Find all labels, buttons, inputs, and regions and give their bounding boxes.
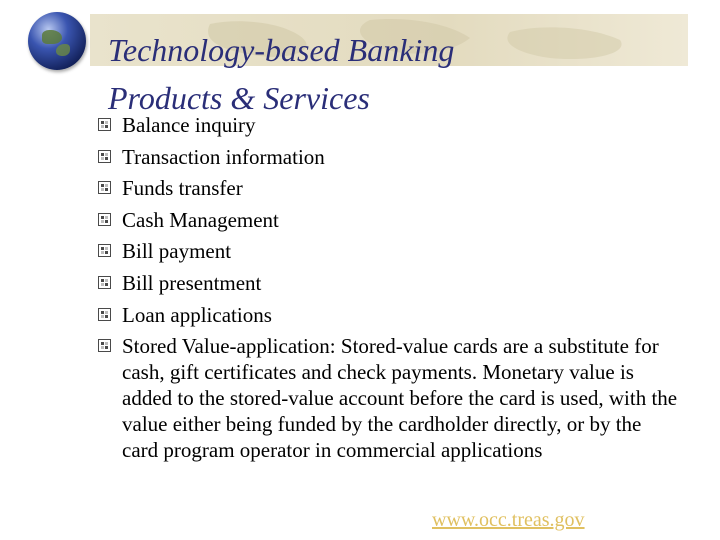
square-bullet-icon <box>98 308 111 321</box>
bullet-item <box>98 302 678 328</box>
bullet-item <box>98 270 678 296</box>
bullet-list <box>98 112 678 469</box>
square-bullet-icon <box>98 150 111 163</box>
bullet-text: Bill presentment <box>122 270 262 295</box>
title-line-2: Products & Services <box>108 80 370 116</box>
square-bullet-icon <box>98 213 111 226</box>
bullet-text: Loan applications <box>122 302 272 327</box>
bullet-text: Funds transfer <box>122 176 243 201</box>
bullet-item <box>98 207 678 233</box>
bullet-text: Bill payment <box>122 239 232 264</box>
square-bullet-icon <box>98 118 111 131</box>
bullet-item <box>98 175 678 201</box>
bullet-item <box>98 333 678 463</box>
bullet-text: Stored Value-application: Stored-value cards are a substitute for cash, gift certificates and check payments. Monetary value is added to the stored-value account before the card is used, with the value either being funded by the cardholder directly, or by the card program operator in commercial applications <box>122 334 678 463</box>
square-bullet-icon <box>98 339 111 352</box>
bullet-item <box>98 112 678 138</box>
bullet-item <box>98 144 678 170</box>
square-bullet-icon <box>98 181 111 194</box>
title-line-1: Technology-based Banking <box>108 32 455 68</box>
bullet-item <box>98 238 678 264</box>
bullet-text: Cash Management <box>122 207 279 232</box>
source-link[interactable]: www.occ.treas.gov <box>432 509 585 531</box>
globe-icon <box>28 12 86 70</box>
bullet-text: Transaction information <box>122 144 325 169</box>
bullet-text: Balance inquiry <box>122 113 256 137</box>
square-bullet-icon <box>98 244 111 257</box>
square-bullet-icon <box>98 276 111 289</box>
slide-title <box>108 26 668 122</box>
